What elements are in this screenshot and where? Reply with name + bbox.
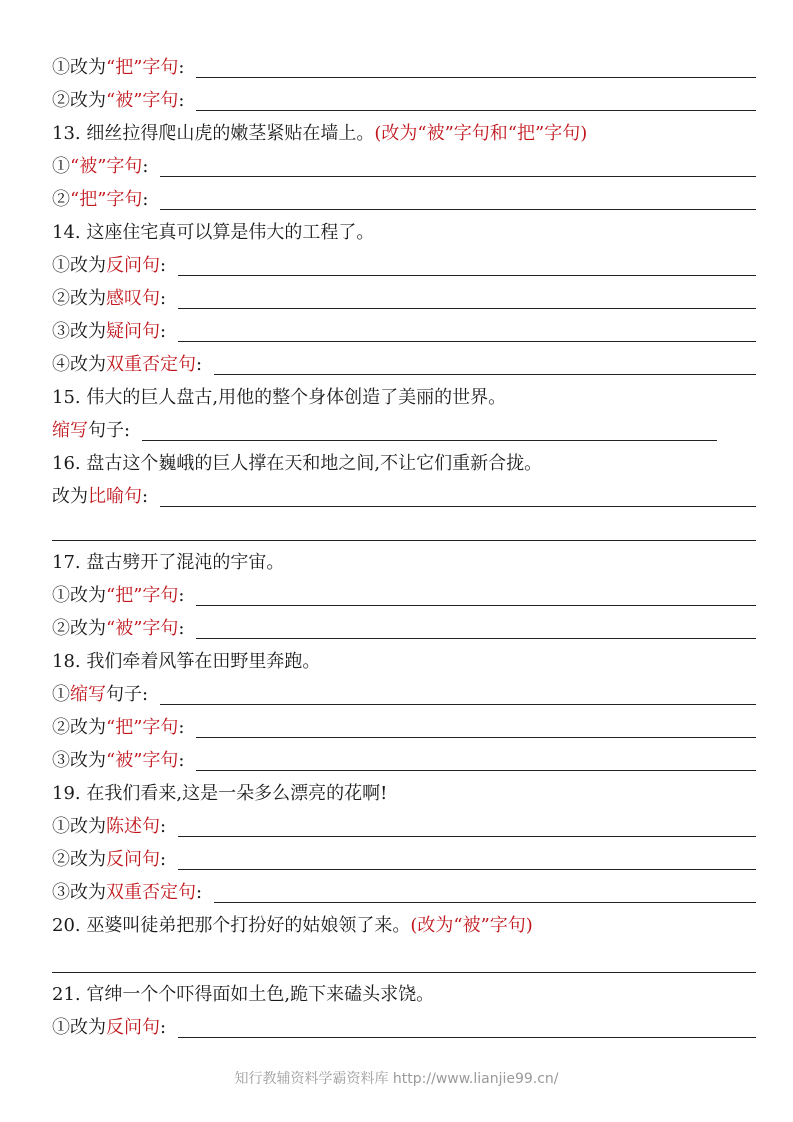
answer-line	[52, 609, 756, 642]
answer-blank[interactable]	[196, 76, 756, 78]
answer-prompt: ④改为双重否定句:	[52, 354, 203, 375]
answer-prompt: ①缩写句子:	[52, 684, 149, 705]
question-14	[52, 213, 756, 246]
answer-prompt: ①改为反问句:	[52, 1017, 167, 1038]
answer-line	[52, 576, 756, 609]
answer-prompt: ①改为陈述句:	[52, 816, 167, 837]
answer-line	[52, 279, 756, 312]
question-17	[52, 543, 756, 576]
answer-blank[interactable]	[196, 109, 756, 111]
answer-blank[interactable]	[160, 175, 756, 177]
answer-line	[52, 807, 756, 840]
answer-line	[52, 1008, 756, 1041]
answer-line	[52, 147, 756, 180]
question-20	[52, 906, 756, 939]
answer-blank[interactable]	[196, 604, 756, 606]
answer-prompt: 改为比喻句:	[52, 486, 149, 507]
answer-blank[interactable]	[196, 736, 756, 738]
question-text: 16. 盘古这个巍峨的巨人撑在天和地之间,不让它们重新合拢。	[52, 453, 543, 474]
question-text: 21. 官绅一个个吓得面如土色,跪下来磕头求饶。	[52, 984, 435, 1005]
question-15	[52, 378, 756, 411]
question-text: 20. 巫婆叫徒弟把那个打扮好的姑娘领了来。(改为“被”字句)	[52, 915, 533, 936]
answer-blank[interactable]	[178, 340, 756, 342]
answer-line	[52, 840, 756, 873]
answer-line	[52, 246, 756, 279]
question-text: 19. 在我们看来,这是一朵多么漂亮的花啊!	[52, 783, 388, 804]
answer-blank-extra[interactable]	[52, 972, 756, 973]
answer-blank[interactable]	[178, 307, 756, 309]
answer-line	[52, 48, 756, 81]
question-hint: (改为“被”字句和“把”字句)	[374, 123, 588, 144]
answer-blank[interactable]	[160, 505, 756, 507]
answer-prompt: ①“被”字句:	[52, 156, 149, 177]
answer-prompt: ①改为“把”字句:	[52, 585, 185, 606]
answer-blank[interactable]	[160, 208, 756, 210]
question-text: 17. 盘古劈开了混沌的宇宙。	[52, 552, 285, 573]
answer-line	[52, 81, 756, 114]
answer-line	[52, 180, 756, 213]
answer-blank[interactable]	[178, 868, 756, 870]
answer-line	[52, 411, 756, 444]
answer-blank[interactable]	[196, 769, 756, 771]
answer-line	[52, 873, 756, 906]
footer-watermark: 知行教辅资料学霸资料库 http://www.lianjie99.cn/	[234, 1071, 559, 1087]
answer-line	[52, 312, 756, 345]
answer-blank[interactable]	[178, 1036, 756, 1038]
question-text: 13. 细丝拉得爬山虎的嫩茎紧贴在墙上。(改为“被”字句和“把”字句)	[52, 123, 588, 144]
question-18	[52, 642, 756, 675]
answer-prompt: ①改为“把”字句:	[52, 57, 185, 78]
answer-line	[52, 741, 756, 774]
answer-blank[interactable]	[196, 637, 756, 639]
answer-prompt: ②改为感叹句:	[52, 288, 167, 309]
answer-blank[interactable]	[160, 703, 756, 705]
answer-prompt: ③改为双重否定句:	[52, 882, 203, 903]
answer-blank[interactable]	[214, 373, 756, 375]
answer-prompt: 缩写句子:	[52, 420, 131, 441]
question-13	[52, 114, 756, 147]
answer-prompt: ③改为疑问句:	[52, 321, 167, 342]
question-16	[52, 444, 756, 477]
answer-prompt: ②改为“被”字句:	[52, 618, 185, 639]
answer-line	[52, 708, 756, 741]
question-text: 18. 我们牵着风筝在田野里奔跑。	[52, 651, 321, 672]
answer-prompt: ②“把”字句:	[52, 189, 149, 210]
answer-prompt: ③改为“被”字句:	[52, 750, 185, 771]
question-19	[52, 774, 756, 807]
answer-line	[52, 477, 756, 510]
answer-blank[interactable]	[178, 835, 756, 837]
question-text: 15. 伟大的巨人盘古,用他的整个身体创造了美丽的世界。	[52, 387, 507, 408]
question-text: 14. 这座住宅真可以算是伟大的工程了。	[52, 222, 375, 243]
answer-prompt: ①改为反问句:	[52, 255, 167, 276]
answer-blank-extra[interactable]	[52, 540, 756, 541]
answer-prompt: ②改为“把”字句:	[52, 717, 185, 738]
answer-prompt: ②改为反问句:	[52, 849, 167, 870]
answer-blank[interactable]	[178, 274, 756, 276]
answer-blank[interactable]	[214, 901, 756, 903]
question-21	[52, 975, 756, 1008]
answer-blank[interactable]	[142, 439, 717, 441]
answer-line	[52, 345, 756, 378]
question-hint: (改为“被”字句)	[410, 915, 533, 936]
answer-prompt: ②改为“被”字句:	[52, 90, 185, 111]
answer-line	[52, 675, 756, 708]
